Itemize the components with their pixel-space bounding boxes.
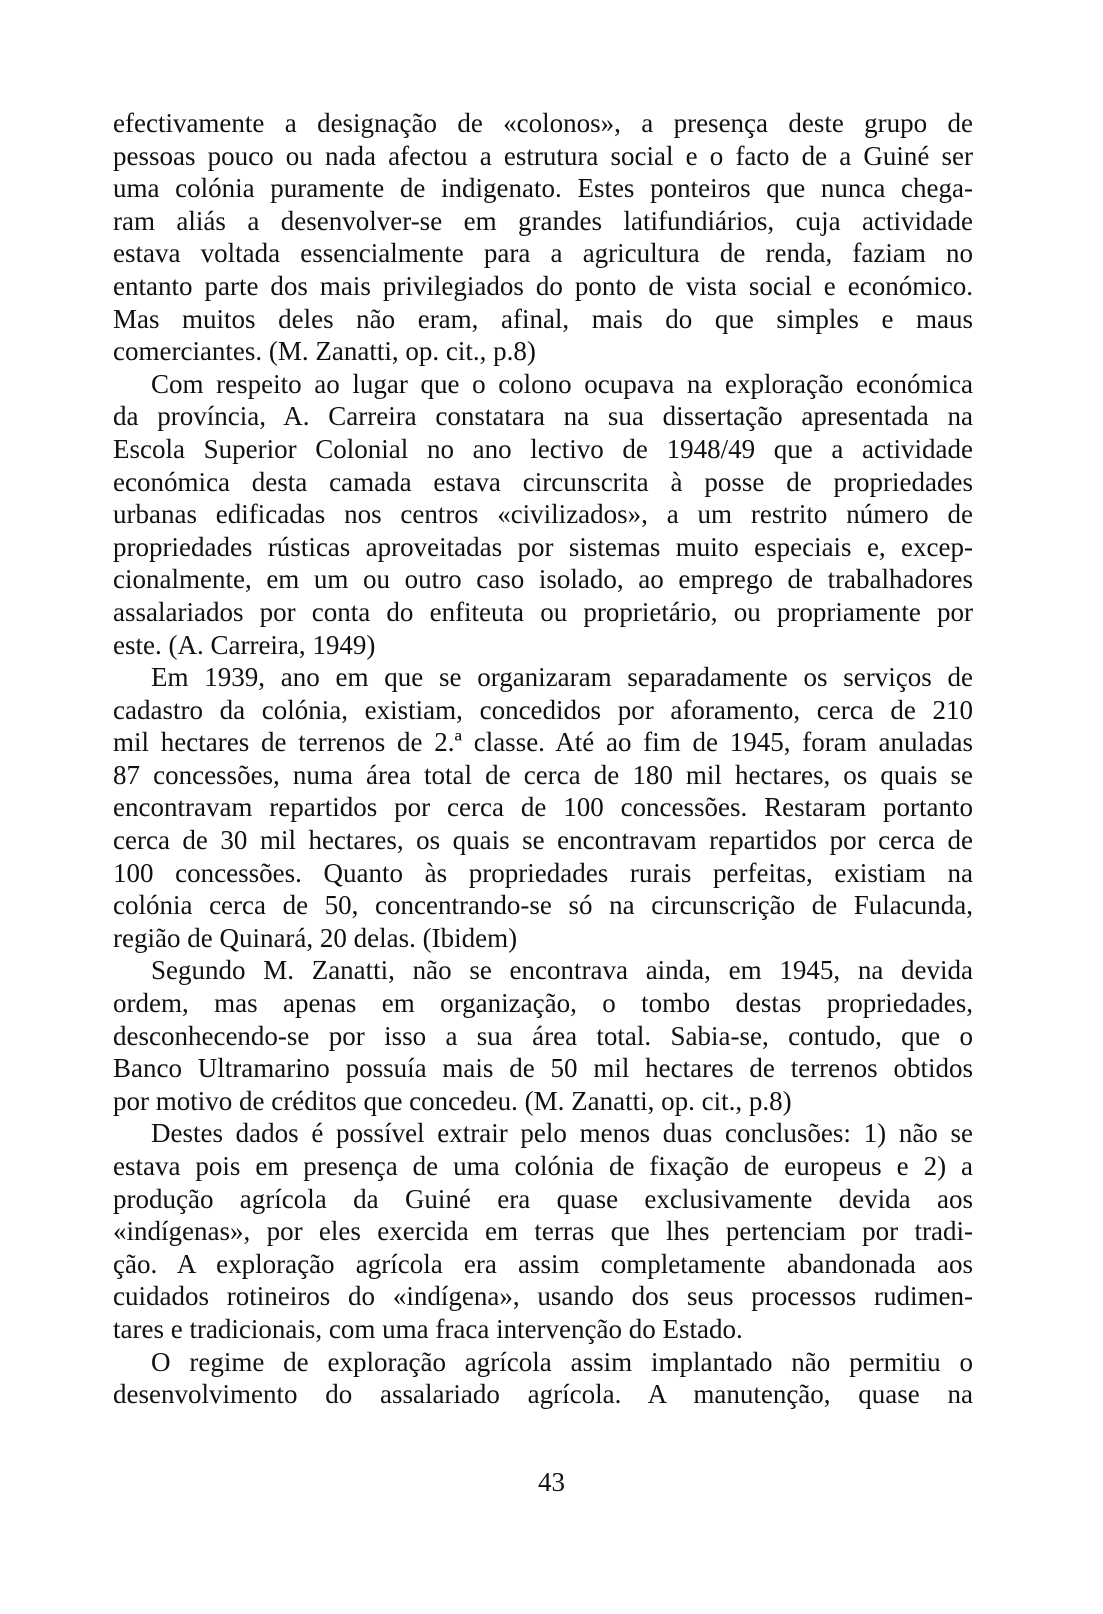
text-line: produção agrícola da Guiné era quase exclusivamente devida aos [113,1183,973,1214]
text-line: ção. A exploração agrícola era assim completamente abandonada aos [113,1248,973,1279]
text-line: este. (A. Carreira, 1949) [113,629,376,660]
text-line: desconhecendo-se por isso a sua área total. Sabia-se, contudo, que o [113,1020,973,1051]
text-line: tares e tradicionais, com uma fraca intervenção do Estado. [113,1313,743,1344]
text-line: efectivamente a designação de «colonos», a presença deste grupo de [113,108,973,138]
text-line: por motivo de créditos que concedeu. (M. Zanatti, op. cit., p.8) [113,1085,792,1116]
text-line: encontravam repartidos por cerca de 100 concessões. Restaram portanto [113,792,973,823]
text-line: ordem, mas apenas em organização, o tombo destas propriedades, [113,988,973,1019]
text-line: estava pois em presença de uma colónia de fixação de europeus e 2) a [113,1151,973,1181]
text-line: assalariados por conta do enfiteuta ou proprietário, ou propriamente por [113,596,973,627]
page-number: 43 [538,1467,565,1497]
text-line: económica desta camada estava circunscrita à posse de propriedades [113,466,973,497]
text-line: cuidados rotineiros do «indígena», usando dos seus processos rudimen- [113,1281,973,1312]
text-line: cionalmente, em um ou outro caso isolado, ao emprego de trabalhadores [113,564,973,595]
text-line: pessoas pouco ou nada afectou a estrutura social e o facto de a Guiné ser [113,140,973,171]
text-line: colónia cerca de 50, concentrando-se só na circunscrição de Fulacunda, [113,890,973,921]
text-line: Destes dados é possível extrair pelo menos duas conclusões: 1) não se [151,1118,973,1149]
text-line: região de Quinará, 20 delas. (Ibidem) [113,922,518,953]
text-line: 100 concessões. Quanto às propriedades rurais perfeitas, existiam na [113,857,973,888]
text-line: mil hectares de terrenos de 2.ª classe. Até ao fim de 1945, foram anuladas [113,727,973,758]
text-line: Com respeito ao lugar que o colono ocupava na exploração económica [151,368,973,399]
text-line: cerca de 30 mil hectares, os quais se encontravam repartidos por cerca de [113,825,973,856]
text-line: «indígenas», por eles exercida em terras que lhes pertenciam por tradi- [113,1216,973,1247]
text-line: desenvolvimento do assalariado agrícola. A manutenção, quase na [113,1379,973,1410]
text-line: ram aliás a desenvolver-se em grandes latifundiários, cuja actividade [113,205,973,236]
text-line: 87 concessões, numa área total de cerca de 180 mil hectares, os quais se [113,759,973,790]
text-line: da província, A. Carreira constatara na sua dissertação apresentada na [113,401,973,432]
text-line: Banco Ultramarino possuía mais de 50 mil hectares de terrenos obtidos [113,1053,973,1084]
text-line: comerciantes. (M. Zanatti, op. cit., p.8) [113,336,536,367]
text-line: entanto parte dos mais privilegiados do ponto de vista social e económico. [113,270,973,301]
text-line: urbanas edificadas nos centros «civilizados», a um restrito número de [113,499,973,530]
page-body [113,107,973,1411]
text-line: Em 1939, ano em que se organizaram separadamente os serviços de [151,662,973,693]
text-line: Escola Superior Colonial no ano lectivo de 1948/49 que a actividade [113,433,973,464]
text-line: propriedades rústicas aproveitadas por sistemas muito especiais e, excep- [113,531,973,562]
text-line: Mas muitos deles não eram, afinal, mais do que simples e maus [113,303,973,334]
text-line: estava voltada essencialmente para a agricultura de renda, faziam no [113,238,973,269]
text-line: uma colónia puramente de indigenato. Estes ponteiros que nunca chega- [113,173,973,204]
text-line: cadastro da colónia, existiam, concedidos por aforamento, cerca de 210 [113,694,973,725]
text-line: O regime de exploração agrícola assim implantado não permitiu o [151,1346,973,1377]
text-line: Segundo M. Zanatti, não se encontrava ainda, em 1945, na devida [151,955,973,986]
